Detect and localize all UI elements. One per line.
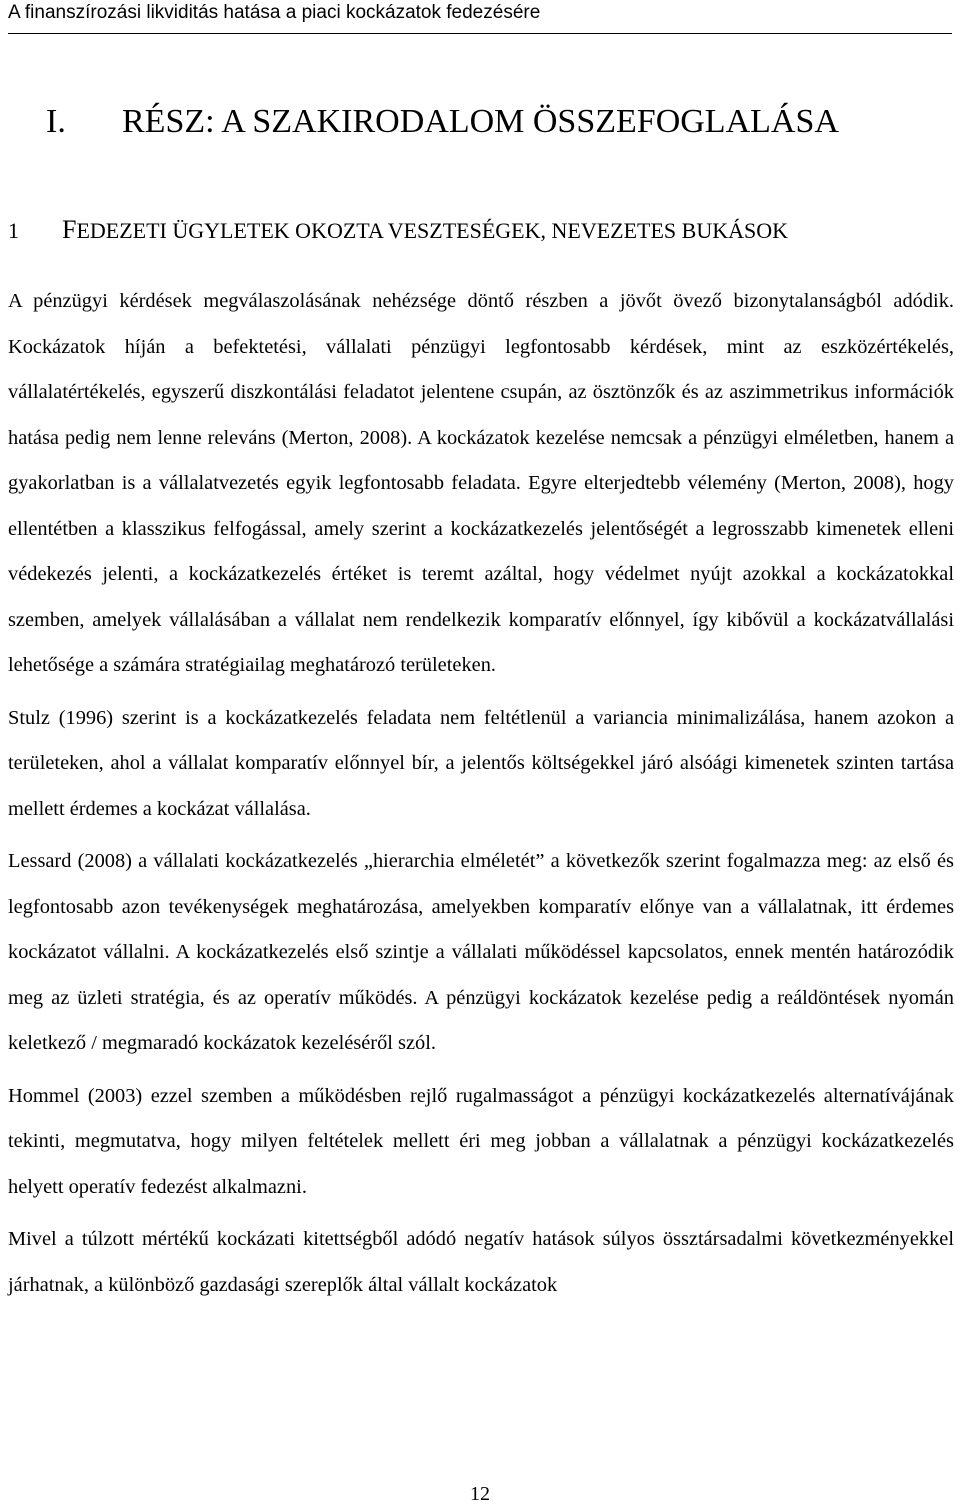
part-title [46, 100, 946, 144]
part-title-text: RÉSZ: A SZAKIRODALOM ÖSSZEFOGLALÁSA [122, 103, 839, 140]
body-text [8, 279, 954, 1315]
section-number: 1 [8, 218, 19, 243]
running-header: A finanszírozási likviditás hatása a piaci kockázatok fedezésére [8, 0, 952, 34]
paragraph: Mivel a túlzott mértékű kockázati kitettségből adódó negatív hatások súlyos össztársadalmi következményekkel járhatnak, a különböző gazdasági szereplők által vállalt kockázatok [8, 1228, 954, 1296]
part-number: I. [46, 103, 66, 140]
paragraph: Hommel (2003) ezzel szemben a működésben rejlő rugalmasságot a pénzügyi kockázatkezelés alternatívájának tekinti, megmutatva, hogy milyen feltételek mellett éri meg jobban a vállalatnak a pénzügyi kockázatkezelés helyett operatív fedezést alkalmazni. [8, 1084, 954, 1198]
paragraph: A pénzügyi kérdések megválaszolásának nehézsége döntő részben a jövőt övező bizonytalanságból adódik. Kockázatok híján a befektetési, vállalati pénzügyi legfontosabb kérdések, mint az eszközértékelés, vállalatértékelés, egyszerű diszkontálási feladatot jelentene csupán, az ösztönzők és az aszimmetrikus információk hatása pedig nem lenne releváns (Merton, 2008). A kockázatok kezelése nemcsak a pénzügyi elméletben, hanem a gyakorlatban is a vállalatvezetés egyik legfontosabb feladata. Egyre elterjedtebb vélemény (Merton, 2008), hogy ellentétben a klasszikus felfogással, amely szerint a kockázatkezelés jelentőségét a legrosszabb kimenetek elleni védekezés jelenti, a kockázatkezelés értéket is teremt azáltal, hogy védelmet nyújt azokkal a kockázatokkal szemben, amelyek vállalásában a vállalat nem rendelkezik komparatív előnnyel, így kibővül a kockázatvállalási lehetősége a számára stratégiailag meghatározó területeken. [8, 290, 954, 676]
section-title-initial: F [62, 215, 77, 244]
section-title [8, 210, 952, 251]
page-number: 12 [470, 1483, 490, 1505]
section-title-text: EDEZETI ÜGYLETEK OKOZTA VESZTESÉGEK, NEVEZETES BUKÁSOK [76, 218, 788, 243]
paragraph: Lessard (2008) a vállalati kockázatkezelés „hierarchia elméletét” a következők szerint fogalmazza meg: az első és legfontosabb azon tevékenységek meghatározása, amelyekben komparatív előnye van a vállalatnak, itt érdemes kockázatot vállalni. A kockázatkezelés első szintje a vállalati működéssel kapcsolatos, ennek mentén határozódik meg az üzleti stratégia, és az operatív működés. A pénzügyi kockázatok kezelése pedig a reáldöntések nyomán keletkező / megmaradó kockázatok kezeléséről szól. [8, 850, 954, 1054]
paragraph: Stulz (1996) szerint is a kockázatkezelés feladata nem feltétlenül a variancia minimalizálása, hanem azokon a területeken, ahol a vállalat komparatív előnnyel bír, a jelentős költségekkel járó alsóági kimenetek szinten tartása mellett érdemes a kockázat vállalása. [8, 706, 954, 820]
